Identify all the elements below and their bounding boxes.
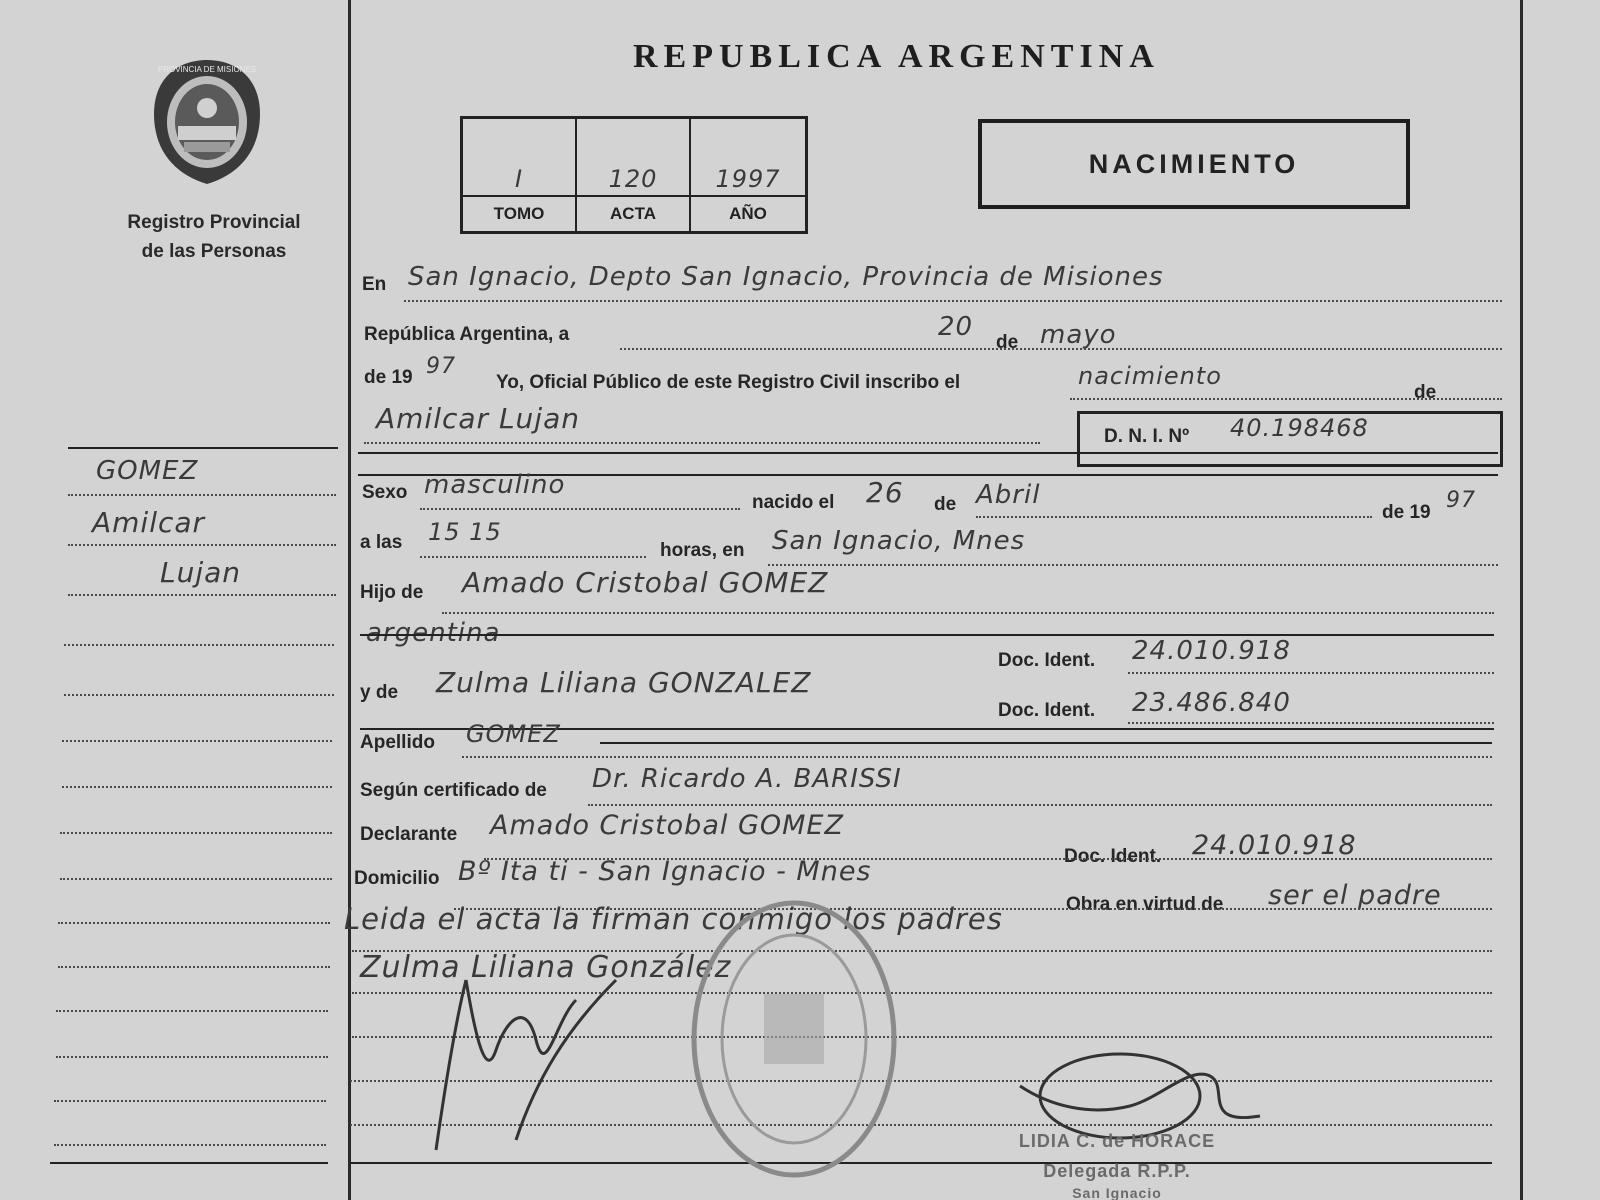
label-en: En xyxy=(362,274,387,295)
margin-line xyxy=(58,922,330,924)
ano-cell xyxy=(691,119,805,231)
label-de-19b: de 19 xyxy=(1382,502,1431,523)
value-child-name: Amilcar Lujan xyxy=(376,402,580,435)
acta-label: ACTA xyxy=(577,195,689,231)
label-at: a las xyxy=(360,532,403,553)
label-de-mid: de xyxy=(934,494,957,515)
delegate-name: LIDIA C. de HORACE xyxy=(1018,1131,1216,1151)
left-border-line xyxy=(348,0,351,1200)
value-father-doc: 24.010.918 xyxy=(1132,636,1291,666)
tomo-value: I xyxy=(514,165,524,193)
delegate-place: San Ignacio xyxy=(1072,1185,1162,1200)
fill-line xyxy=(768,564,1498,566)
label-mother-doc: Doc. Ident. xyxy=(998,700,1096,721)
margin-top-rule xyxy=(68,447,338,449)
dni-box xyxy=(1077,411,1503,467)
margin-line xyxy=(56,1056,328,1058)
fill-line xyxy=(1070,398,1502,400)
value-declarant-doc: 24.010.918 xyxy=(1192,830,1357,861)
record-type: NACIMIENTO xyxy=(1088,148,1300,179)
margin-line xyxy=(68,594,336,596)
margin-line xyxy=(62,740,332,742)
section-rule xyxy=(360,634,1494,636)
label-father-doc: Doc. Ident. xyxy=(998,650,1096,671)
margin-line xyxy=(60,832,332,834)
label-dni: D. N. I. Nº xyxy=(1104,426,1190,447)
value-month: mayo xyxy=(1040,320,1117,350)
margin-line xyxy=(58,966,330,968)
acta-cell xyxy=(577,119,691,231)
margin-surname: GOMEZ xyxy=(96,456,199,486)
label-sex: Sexo xyxy=(362,482,408,503)
label-and-of: y de xyxy=(360,682,399,703)
margin-line xyxy=(56,1010,328,1012)
margin-line xyxy=(62,786,332,788)
official-stamp-icon xyxy=(684,894,904,1184)
fill-line xyxy=(1128,672,1494,674)
fill-line xyxy=(364,442,1040,444)
label-de-19: de 19 xyxy=(364,367,413,388)
value-doctor: Dr. Ricardo A. BARISSI xyxy=(592,764,902,794)
right-border-line xyxy=(1520,0,1523,1200)
label-hours: horas, en xyxy=(660,540,745,561)
seal-text: PROVINCIA DE MISIONES xyxy=(157,65,257,74)
label-by-virtue: Obra en virtud de xyxy=(1066,894,1224,915)
value-birth-year: 97 xyxy=(1446,488,1476,513)
label-surname: Apellido xyxy=(360,732,435,753)
fill-line xyxy=(420,556,646,558)
record-type-box xyxy=(978,119,1410,209)
section-rule xyxy=(358,452,1498,454)
fill-line xyxy=(462,756,1492,758)
registrar-signature-icon xyxy=(396,960,636,1180)
value-surname: GOMEZ xyxy=(466,720,561,748)
margin-line xyxy=(68,544,336,546)
delegate-role: Delegada R.P.P. xyxy=(1043,1161,1191,1181)
label-address: Domicilio xyxy=(354,868,440,889)
fill-line xyxy=(1128,722,1494,724)
value-mother-doc: 23.486.840 xyxy=(1132,688,1291,718)
value-mother: Zulma Liliana GONZALEZ xyxy=(436,666,812,699)
value-father: Amado Cristobal GOMEZ xyxy=(462,566,829,599)
margin-line xyxy=(68,494,336,496)
label-republica: República Argentina, a xyxy=(364,324,570,345)
label-declarant: Declarante xyxy=(360,824,458,845)
provincial-seal-icon xyxy=(148,56,266,188)
value-note-line-2: Zulma Liliana González xyxy=(360,950,732,985)
label-oficial: Yo, Oficial Público de este Registro Civil inscribo el xyxy=(496,372,961,393)
office-line-1: Registro Provincial xyxy=(127,212,301,233)
fill-line xyxy=(620,348,1502,350)
label-child-of: Hijo de xyxy=(360,582,424,603)
margin-first-name: Amilcar xyxy=(92,506,206,539)
fill-line xyxy=(588,804,1492,806)
fill-line xyxy=(404,300,1502,302)
value-birth-day: 26 xyxy=(866,476,904,509)
section-rule xyxy=(600,742,1492,744)
margin-line xyxy=(64,644,334,646)
value-dni: 40.198468 xyxy=(1230,414,1369,442)
value-nationality: argentina xyxy=(366,618,501,648)
margin-line xyxy=(64,694,334,696)
acta-value: 120 xyxy=(608,165,658,193)
value-sex: masculino xyxy=(424,470,566,500)
label-de-end: de xyxy=(1414,382,1437,403)
margin-line xyxy=(54,1100,326,1102)
label-de: de xyxy=(996,332,1019,353)
value-by-virtue: ser el padre xyxy=(1268,880,1442,911)
value-birth-month: Abril xyxy=(976,480,1041,510)
office-line-2: de las Personas xyxy=(141,241,287,262)
registry-office-name xyxy=(100,208,328,266)
label-declarant-doc: Doc. Ident. xyxy=(1064,846,1162,867)
fill-line xyxy=(442,612,1494,614)
value-time: 15 15 xyxy=(428,518,502,546)
tomo-cell xyxy=(463,119,577,231)
registry-box xyxy=(460,116,808,234)
margin-line xyxy=(60,878,332,880)
ano-label: AÑO xyxy=(691,195,805,231)
value-day: 20 xyxy=(938,312,974,342)
ano-value: 1997 xyxy=(715,165,781,193)
fill-line xyxy=(976,516,1372,518)
value-place: San Ignacio, Depto San Ignacio, Provincia de Misiones xyxy=(408,262,1164,292)
margin-line xyxy=(54,1144,326,1146)
value-birth-place: San Ignacio, Mnes xyxy=(772,526,1026,556)
fill-line xyxy=(420,508,740,510)
delegate-signature-block xyxy=(982,1126,1252,1200)
margin-second-name: Lujan xyxy=(160,556,242,589)
value-year: 97 xyxy=(426,354,456,379)
value-declarant: Amado Cristobal GOMEZ xyxy=(490,810,844,841)
tomo-label: TOMO xyxy=(463,195,575,231)
value-note-line-1: Leida el acta la firman conmigo los padres xyxy=(344,902,1003,936)
value-address: Bº Ita ti - San Ignacio - Mnes xyxy=(458,856,872,887)
margin-bottom-rule xyxy=(50,1162,328,1164)
value-act: nacimiento xyxy=(1078,362,1222,390)
label-certificate: Según certificado de xyxy=(360,780,547,801)
label-born: nacido el xyxy=(752,492,835,513)
country-title: REPUBLICA ARGENTINA xyxy=(633,38,1160,75)
